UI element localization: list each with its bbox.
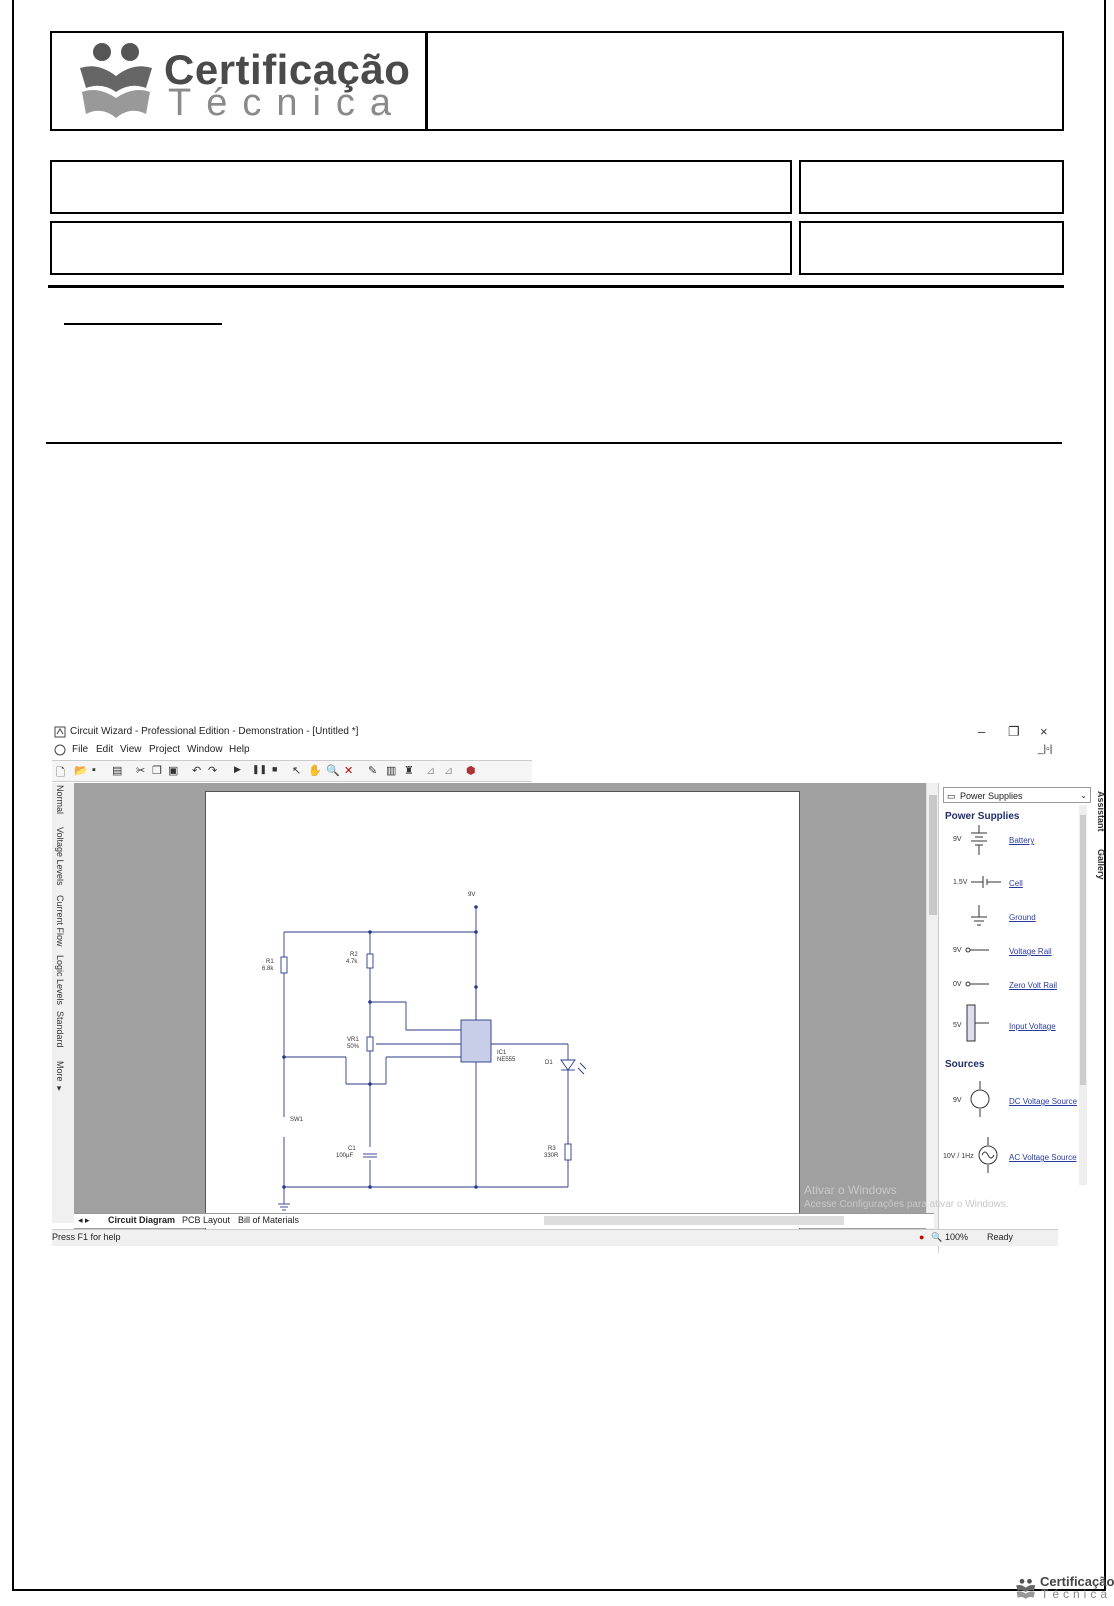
cell-value: 1.5V	[953, 879, 968, 886]
toolbar	[52, 760, 532, 782]
short-underline	[64, 323, 222, 325]
cut-icon[interactable]: ✂	[136, 765, 146, 777]
gallery-scrollbar[interactable]	[1079, 805, 1087, 1185]
app-icon	[54, 726, 66, 738]
circuit-wizard-window	[52, 723, 1106, 1273]
status-bar	[52, 1229, 1058, 1246]
menu-view[interactable]: View	[120, 744, 142, 755]
tab-more[interactable]: More ▾	[55, 1061, 65, 1095]
voltage-rail-icon	[965, 946, 989, 954]
section-power-supplies: Power Supplies	[945, 811, 1020, 822]
field-box-1	[50, 160, 792, 214]
gallery-category-select[interactable]	[943, 787, 1091, 803]
record-icon: ●	[919, 1232, 925, 1242]
gallery-item-ground[interactable]: Ground	[1009, 913, 1036, 922]
section-sources: Sources	[945, 1059, 985, 1070]
r1-name: R1	[266, 959, 274, 965]
ic1-part: NE555	[497, 1057, 516, 1063]
menu-project[interactable]: Project	[149, 744, 181, 755]
rotate-left-icon[interactable]: ⊿	[426, 765, 436, 777]
field-box-2	[799, 160, 1064, 214]
r1-value: 6.8k	[262, 966, 274, 972]
graph-icon[interactable]: ▥	[386, 765, 397, 777]
zoom-icon[interactable]: 🔍	[326, 765, 340, 777]
voltage-rail-value: 9V	[953, 947, 962, 954]
window-title: Circuit Wizard - Professional Edition - Demonstration - [Untitled *]	[70, 726, 359, 737]
rail-label: 9V	[468, 892, 476, 898]
zero-volt-rail-icon	[965, 980, 989, 988]
folder-icon: ▭	[947, 791, 956, 801]
new-icon[interactable]: 🗋	[56, 767, 65, 779]
battery-icon	[969, 825, 989, 855]
title-box	[425, 31, 1064, 131]
tab-bill-of-materials[interactable]: Bill of Materials	[238, 1215, 300, 1225]
tab-voltage-levels[interactable]: Voltage Levels	[55, 827, 65, 886]
document-tabs	[74, 1213, 934, 1228]
tab-current-flow[interactable]: Current Flow	[55, 895, 65, 947]
divider-bottom	[46, 442, 1062, 444]
app-menu-icon[interactable]	[54, 744, 66, 756]
menu-edit[interactable]: Edit	[96, 744, 114, 755]
c1-name: C1	[348, 1146, 356, 1152]
activation-watermark-2: Acesse Configurações para ativar o Windows.	[804, 1199, 1009, 1210]
status-ready: Ready	[987, 1232, 1014, 1242]
gallery-icon[interactable]: ⬢	[466, 765, 476, 777]
sw1-name: SW1	[290, 1117, 304, 1123]
component-icon[interactable]: ♜	[404, 765, 414, 777]
redo-icon[interactable]: ↷	[208, 765, 218, 777]
tab-logic-levels[interactable]: Logic Levels	[55, 955, 65, 1006]
battery-value: 9V	[953, 836, 962, 843]
field-box-3	[50, 221, 792, 275]
chevron-down-icon: ⌄	[1080, 791, 1087, 800]
vr1-value: 50%	[347, 1044, 360, 1050]
view-mode-tabs	[52, 783, 75, 1223]
dc-source-icon	[969, 1081, 991, 1117]
zoom-icon-status: 🔍	[931, 1232, 943, 1242]
ac-source-value: 10V / 1Hz	[943, 1153, 974, 1160]
logo-line2: Técnica	[168, 82, 407, 124]
tab-circuit-diagram[interactable]: Circuit Diagram	[108, 1215, 176, 1225]
r2-value: 4.7k	[346, 959, 358, 965]
horizontal-scrollbar[interactable]	[544, 1216, 844, 1225]
menu-window[interactable]: Window	[187, 744, 223, 755]
restore-button[interactable]: ❐	[1008, 724, 1020, 739]
probe-icon[interactable]: ✎	[368, 765, 378, 777]
tab-assistant[interactable]: Assistant	[1096, 791, 1106, 832]
paste-icon[interactable]: ▣	[168, 765, 179, 777]
tab-standard[interactable]: Standard	[55, 1011, 65, 1048]
c1-value: 100µF	[336, 1153, 354, 1159]
circuit-canvas[interactable]	[205, 791, 800, 1238]
r2-name: R2	[350, 952, 358, 958]
tab-pcb-layout[interactable]: PCB Layout	[182, 1215, 231, 1225]
print-icon[interactable]: ▤	[112, 765, 123, 777]
close-button[interactable]: ×	[1040, 724, 1048, 739]
field-box-4	[799, 221, 1064, 275]
delete-icon[interactable]: ✕	[344, 765, 354, 777]
minimize-button[interactable]: –	[978, 724, 986, 739]
logo	[72, 40, 411, 124]
zoom-level: 100%	[945, 1232, 969, 1242]
copy-icon[interactable]: ❐	[152, 765, 162, 777]
activation-watermark-1: Ativar o Windows	[804, 1183, 897, 1197]
gallery-item-cell[interactable]: Cell	[1009, 879, 1023, 888]
pause-icon[interactable]: ❚❚	[252, 764, 268, 774]
menu-help[interactable]: Help	[229, 744, 250, 755]
ic1-name: IC1	[497, 1050, 507, 1056]
footer-logo-line2: Técnica	[1041, 1587, 1112, 1601]
gallery-item-zero-volt-rail[interactable]: Zero Volt Rail	[1009, 981, 1058, 990]
input-voltage-icon	[965, 1003, 989, 1043]
status-help: Press F1 for help	[52, 1232, 121, 1242]
tab-normal[interactable]: Normal	[55, 785, 65, 815]
gallery-item-voltage-rail[interactable]: Voltage Rail	[1009, 947, 1052, 956]
open-icon[interactable]: 📂	[74, 765, 88, 777]
dc-source-value: 9V	[953, 1097, 962, 1104]
cell-icon	[971, 875, 1001, 889]
select-icon[interactable]: ↖	[292, 765, 302, 777]
gallery-item-battery[interactable]: Battery	[1009, 836, 1035, 845]
tab-nav-arrows[interactable]: ◂ ▸	[78, 1215, 90, 1225]
footer-logo-people-icon	[1014, 1576, 1038, 1602]
pan-icon[interactable]: ✋	[308, 765, 322, 777]
circuit-diagram	[206, 792, 799, 1237]
undo-icon[interactable]: ↶	[192, 765, 202, 777]
menu-file[interactable]: File	[72, 744, 89, 755]
vr1-name: VR1	[347, 1037, 359, 1043]
ground-icon	[969, 905, 989, 927]
logo-people-icon	[72, 40, 162, 122]
gallery-item-dc-source[interactable]: DC Voltage Source	[1009, 1097, 1078, 1106]
save-icon[interactable]: ▪	[92, 764, 96, 776]
gallery-item-ac-source[interactable]: AC Voltage Source	[1009, 1153, 1077, 1162]
zero-volt-rail-value: 0V	[953, 981, 962, 988]
rotate-right-icon[interactable]: ⊿	[444, 765, 454, 777]
tab-gallery[interactable]: Gallery	[1096, 849, 1106, 880]
r3-name: R3	[548, 1146, 556, 1152]
d1-name: D1	[545, 1060, 553, 1066]
gallery-category-value: Power Supplies	[960, 791, 1023, 801]
menubar	[52, 741, 1058, 759]
window-titlebar	[52, 723, 1058, 741]
divider-top	[48, 285, 1064, 288]
side-tabs	[1094, 783, 1112, 983]
gallery-item-input-voltage[interactable]: Input Voltage	[1009, 1022, 1056, 1031]
footer-logo	[1014, 1574, 1114, 1604]
gallery-panel	[938, 783, 1095, 1253]
r3-value: 330R	[544, 1153, 559, 1159]
stop-icon[interactable]: ■	[272, 764, 278, 774]
input-voltage-value: 5V	[953, 1022, 962, 1029]
logo-line1: Certificação	[164, 46, 411, 93]
mdi-controls[interactable]: _|▫|	[1038, 744, 1053, 755]
footer-logo-line1: Certificação	[1040, 1574, 1114, 1589]
ac-source-icon	[977, 1137, 999, 1173]
run-icon[interactable]: ▶	[234, 764, 241, 774]
